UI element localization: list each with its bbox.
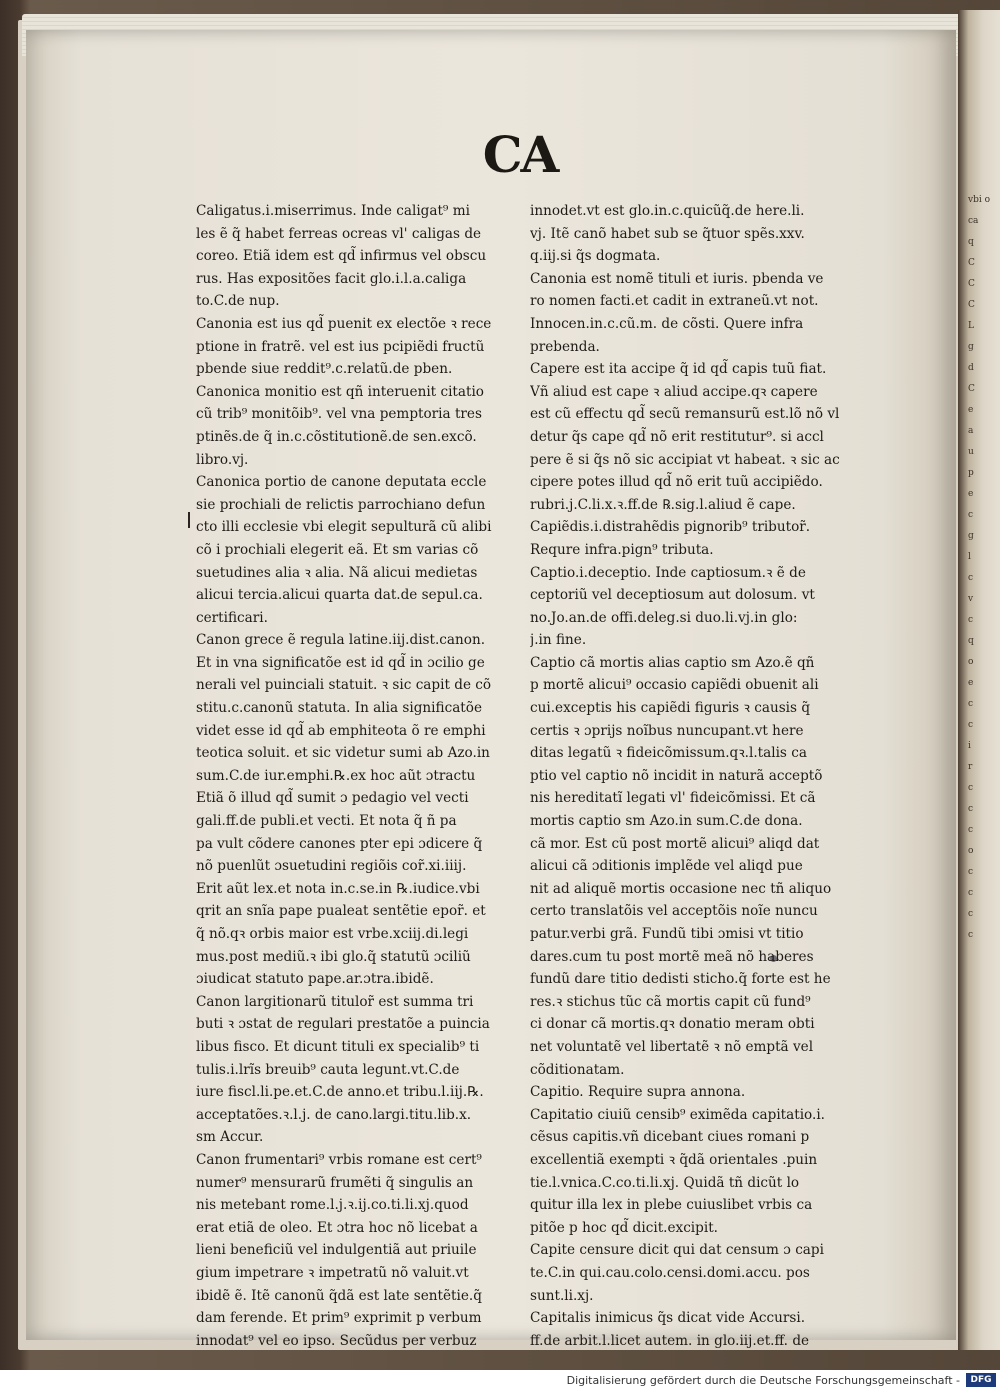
- text-line: certis ꝛ ɔprijs noĩbus nuncupant.vt here: [530, 722, 804, 739]
- facing-page-fragment: C: [968, 384, 975, 394]
- text-line: sie prochiali de relictis parrochiano defun: [196, 496, 486, 513]
- text-line: net voluntatẽ vel libertatẽ ꝛ nõ emptã vel: [530, 1038, 814, 1055]
- text-line: res.ꝛ stichus tũc cã mortis capit cũ fund⁹: [530, 993, 811, 1010]
- facing-page-fragment: L: [968, 321, 974, 331]
- text-line: pbende siue reddit⁹.c.relatũ.de pben.: [196, 361, 453, 378]
- text-line: Captio cã mortis alias captio sm Azo.ẽ qñ: [530, 654, 815, 671]
- facing-page-fragment: v: [968, 594, 974, 604]
- facing-page-fragment: C: [968, 279, 975, 289]
- text-line: dam ferende. Et prim⁹ exprimit p verbum: [196, 1310, 482, 1327]
- facing-page-fragment: vbi o: [968, 195, 991, 205]
- facing-page-fragment: a: [968, 426, 974, 436]
- text-line: Canonia est ius qd̃ puenit ex electõe ꝛ rece: [196, 315, 492, 332]
- facing-page-fragment: l: [968, 552, 971, 562]
- text-line: detur q̃s cape qd̃ nõ erit restitutur⁹. si accl: [530, 428, 824, 445]
- facing-page-fragment: ca: [968, 216, 979, 226]
- text-line: cto illi ecclesie vbi elegit sepulturã cũ alibi: [196, 519, 492, 536]
- text-line: cipere potes illud qd̃ nõ erit tuũ accipiẽdo.: [530, 474, 823, 491]
- text-line: lieni beneficiũ vel indulgentiã aut priuile: [196, 1242, 477, 1259]
- text-line: pa vult cõdere canones pter epi ɔdicere q̃: [196, 835, 483, 852]
- text-line: ci donar cã mortis.qꝛ donatio meram obti: [530, 1016, 815, 1033]
- text-line: cũ trib⁹ monitõib⁹. vel vna pemptoria tres: [196, 406, 482, 423]
- facing-page-fragment: o: [968, 846, 974, 856]
- text-line: erat etiã de oleo. Et ɔtra hoc nõ licebat a: [196, 1219, 478, 1236]
- text-line: nerali vel puinciali statuit. ꝛ sic capit de cõ: [196, 677, 492, 694]
- text-line: qrit an snĩa pape pualeat sentẽtie epor̃. et: [196, 903, 486, 920]
- text-line: Vñ aliud est cape ꝛ aliud accipe.qꝛ capere: [530, 383, 818, 400]
- text-line: rus. Has expositões facit glo.i.l.a.caliga: [196, 270, 467, 287]
- text-line: innodat⁹ vel eo ipso. Secũdus per verbuz: [196, 1332, 477, 1349]
- text-line: excellentiã exempti ꝛ q̃dã orientales .puin: [530, 1151, 818, 1168]
- text-line: Et in vna significatõe est id qd̃ in ɔcilio ge: [196, 654, 485, 671]
- margin-mark: [188, 512, 190, 528]
- text-line: libro.vj.: [196, 451, 249, 468]
- text-line: ptio vel captio nõ incidit in naturã acceptõ: [530, 767, 823, 784]
- text-line: q̃ nõ.qꝛ orbis maior est vrbe.xciij.di.legi: [196, 926, 469, 942]
- text-line: cõditionatam.: [530, 1061, 625, 1078]
- facing-page-fragment: c: [968, 573, 974, 583]
- text-line: patur.verbi grã. Fundũ tibi ɔmisi vt titio: [530, 926, 804, 942]
- text-line: certo translatõis vel acceptõis noĩe nuncu: [530, 903, 818, 920]
- text-line: Canon frumentari⁹ vrbis romane est cert⁹: [196, 1151, 482, 1168]
- text-line: fundũ dare titio dedisti sticho.q̃ forte est he: [530, 971, 831, 988]
- facing-page-fragment: c: [968, 804, 974, 814]
- text-line: sm Accur.: [196, 1129, 264, 1146]
- facing-page-text-fragments: [968, 190, 1000, 970]
- text-line: Capitalis inimicus q̃s dicat vide Accursi.: [530, 1310, 806, 1327]
- text-line: stitu.c.canonũ statuta. In alia significatõe: [196, 700, 482, 717]
- text-line: tulis.i.lrĩs breuib⁹ cauta legunt.vt.C.de: [196, 1061, 460, 1078]
- text-line: Capitio. Require supra annona.: [530, 1084, 746, 1101]
- text-line: to.C.de nup.: [196, 293, 280, 310]
- facing-page-fragment: e: [968, 489, 974, 499]
- facing-page-fragment: c: [968, 930, 974, 940]
- facing-page-fragment: i: [968, 741, 971, 751]
- text-line: prebenda.: [530, 338, 600, 355]
- facing-page-fragment: C: [968, 300, 975, 310]
- text-line: acceptatões.ꝛ.l.j. de cano.largi.titu.lib.x.: [196, 1106, 472, 1123]
- text-line: cẽsus capitis.vñ dicebant ciues romani p: [530, 1129, 810, 1146]
- footer-bar: [0, 1370, 1000, 1390]
- text-line: est cũ effectu qd̃ secũ remansurũ est.lõ nõ vl: [530, 406, 840, 423]
- text-line: Capiẽdis.i.distrahẽdis pignorib⁹ tributor̃.: [530, 519, 811, 536]
- footer-funding-text: Digitalisierung gefördert durch die Deutsche Forschungsgemeinschaft -: [566, 1373, 960, 1387]
- facing-page-fragment: r: [968, 762, 973, 772]
- text-line: vj. Itẽ canõ habet sub se q̃tuor spẽs.xxv.: [530, 225, 805, 242]
- text-line: mus.post mediũ.ꝛ ibi glo.q̃ statutũ ɔciliũ: [196, 948, 471, 965]
- text-line: ditas legatũ ꝛ fideicõmissum.qꝛ.l.talis ca: [530, 745, 807, 762]
- facing-page-fragment: u: [968, 447, 974, 457]
- text-line: Canonica monitio est qñ interuenit citatio: [196, 383, 484, 400]
- text-line: quitur illa lex in plebe cuiuslibet vrbis ca: [530, 1197, 813, 1214]
- text-line: libus fisco. Et dicunt tituli ex specialib⁹ ti: [196, 1038, 480, 1055]
- text-line: innodet.vt est glo.in.c.quicũq̃.de here.li.: [530, 203, 805, 219]
- text-line: mortis captio sm Azo.in sum.C.de dona.: [530, 813, 803, 830]
- text-line: j.in fine.: [530, 632, 587, 649]
- text-line: coreo. Etiã idem est qd̃ infirmus vel obscu: [196, 248, 487, 265]
- text-line: buti ꝛ ɔstat de regulari prestatõe a puincia: [196, 1016, 490, 1033]
- text-line: nis metebant rome.l.j.ꝛ.ij.co.ti.li.xj.quod: [196, 1197, 469, 1214]
- text-line: Canon grece ẽ regula latine.iij.dist.canon.: [196, 632, 486, 649]
- text-line: alicui tercia.alicui quarta dat.de sepul.ca.: [196, 587, 483, 604]
- text-line: cã mor. Est cũ post mortẽ alicui⁹ aliqd dat: [530, 835, 820, 852]
- facing-page-fragment: g: [968, 342, 974, 352]
- facing-page-fragment: q: [968, 636, 974, 646]
- text-line: cõ i prochiali elegerit eã. Et sm varias cõ: [196, 541, 479, 558]
- text-line: alicui cã ɔditionis implẽde vel aliqd pue: [530, 858, 803, 875]
- text-line: les ẽ q̃ habet ferreas ocreas vl' caligas de: [196, 225, 482, 242]
- text-line: ro nomen facti.et cadit in extraneũ.vt not.: [530, 293, 819, 310]
- text-line: nis hereditatĩ legati vl' fideicõmissi. Et cã: [530, 790, 816, 807]
- text-line: gali.ff.de publi.et vecti. Et nota q̃ ñ pa: [196, 813, 457, 830]
- text-line: Requre infra.pign⁹ tributa.: [530, 541, 714, 558]
- text-line: Captio.i.deceptio. Inde captiosum.ꝛ ẽ de: [530, 564, 806, 581]
- text-line: sunt.li.xj.: [530, 1287, 594, 1304]
- facing-page-fragment: c: [968, 699, 974, 709]
- text-line: rubri.j.C.li.x.ꝛ.ff.de ℞.sig.l.aliud ẽ cape.: [530, 496, 796, 513]
- text-line: no.Jo.an.de offi.deleg.si duo.li.vj.in glo:: [530, 609, 798, 626]
- facing-page-fragment: q: [968, 237, 974, 247]
- text-line: gium impetrare ꝛ impetratũ nõ valuit.vt: [196, 1264, 469, 1281]
- text-line: ibidẽ ẽ. Itẽ canonũ q̃dã est late sentẽtie.q̃: [196, 1287, 482, 1304]
- text-line: ceptoriũ vel deceptiosum aut dolosum. vt: [530, 587, 815, 604]
- text-line: Etiã õ illud qd̃ sumit ɔ pedagio vel vecti: [196, 790, 469, 807]
- facing-page-fragment: c: [968, 825, 974, 835]
- text-line: Canonica portio de canone deputata eccle: [196, 474, 487, 491]
- facing-page-fragment: d: [968, 363, 974, 373]
- facing-page-fragment: c: [968, 783, 974, 793]
- facing-page-fragment: c: [968, 720, 974, 730]
- text-line: suetudines alia ꝛ alia. Nã alicui medietas: [196, 564, 478, 581]
- text-line: q.iij.si q̃s dogmata.: [530, 248, 661, 265]
- text-line: certificari.: [196, 609, 268, 626]
- text-line: pere ẽ si q̃s nõ sic accipiat vt habeat. ꝛ sic ac: [530, 451, 840, 468]
- text-line: nit ad aliquẽ mortis occasione nec tñ aliquo: [530, 880, 832, 897]
- text-line: Caligatus.i.miserrimus. Inde caligat⁹ mi: [196, 203, 470, 219]
- text-line: Canon largitionarũ titulor̃ est summa tri: [196, 993, 474, 1010]
- facing-page-fragment: p: [968, 468, 974, 478]
- text-line: Innocen.in.c.cũ.m. de cõsti. Quere infra: [530, 315, 804, 332]
- facing-page-fragment: c: [968, 867, 974, 877]
- text-line: iure fiscl.li.pe.et.C.de anno.et tribu.l.iij.℞.: [196, 1084, 484, 1101]
- text-line: cui.exceptis his capiẽdi figuris ꝛ causis q̃: [530, 700, 811, 717]
- facing-page-fragment: c: [968, 909, 974, 919]
- facing-page-fragment: c: [968, 615, 974, 625]
- dfg-logo: DFG: [966, 1373, 996, 1387]
- text-line: ptinẽs.de q̃ in.c.cõstitutionẽ.de sen.excõ.: [196, 428, 477, 445]
- text-line: pitõe p hoc qd̃ dicit.excipit.: [530, 1219, 718, 1236]
- text-line: te.C.in qui.cau.colo.censi.domi.accu. pos: [530, 1264, 810, 1281]
- left-text-column: [196, 200, 536, 1352]
- text-line: Erit aũt lex.et nota in.c.se.in ℞.iudice.vbi: [196, 880, 480, 897]
- facing-page-fragment: e: [968, 405, 974, 415]
- facing-page-fragment: c: [968, 888, 974, 898]
- text-line: dares.cum tu post mortẽ meã nõ haberes: [530, 948, 814, 965]
- text-line: ptione in fratrẽ. vel est ius pcipiẽdi fructũ: [196, 338, 485, 355]
- text-line: nõ puenlũt ɔsuetudini regiõis cor̃.xi.iiij.: [196, 858, 467, 875]
- text-line: Capite censure dicit qui dat censum ɔ capi: [530, 1242, 824, 1259]
- facing-page-fragment: o: [968, 657, 974, 667]
- text-line: Capere est ita accipe q̃ id qd̃ capis tuũ fiat.: [530, 361, 827, 378]
- text-line: Capitatio ciuiũ censib⁹ eximẽda capitatio.i.: [530, 1106, 825, 1123]
- text-line: ff.de arbit.l.licet autem. in glo.iij.et.ff. de: [530, 1332, 810, 1349]
- text-line: numer⁹ mensurarũ frumẽti q̃ singulis an: [196, 1174, 474, 1191]
- facing-page-fragment: c: [968, 510, 974, 520]
- text-line: videt esse id qd̃ ab emphiteota õ re emphi: [196, 722, 486, 739]
- text-line: sum.C.de iur.emphi.℞.ex hoc aũt ɔtractu: [196, 767, 476, 784]
- text-line: p mortẽ alicui⁹ occasio capiẽdi obuenit ali: [530, 677, 819, 694]
- page-heading: CA: [482, 125, 558, 184]
- text-line: tie.l.vnica.C.co.ti.li.xj. Quidã tñ dicũt lo: [530, 1174, 800, 1191]
- text-line: Canonia est nomẽ tituli et iuris. pbenda ve: [530, 270, 824, 287]
- facing-page-fragment: C: [968, 258, 975, 268]
- text-line: ɔiudicat statuto pape.ar.ɔtra.ibidẽ.: [196, 971, 434, 988]
- text-line: teotica soluit. et sic videtur sumi ab Azo.in: [196, 745, 490, 762]
- facing-page-fragment: g: [968, 531, 974, 541]
- right-text-column: [530, 200, 870, 1352]
- facing-page-fragment: e: [968, 678, 974, 688]
